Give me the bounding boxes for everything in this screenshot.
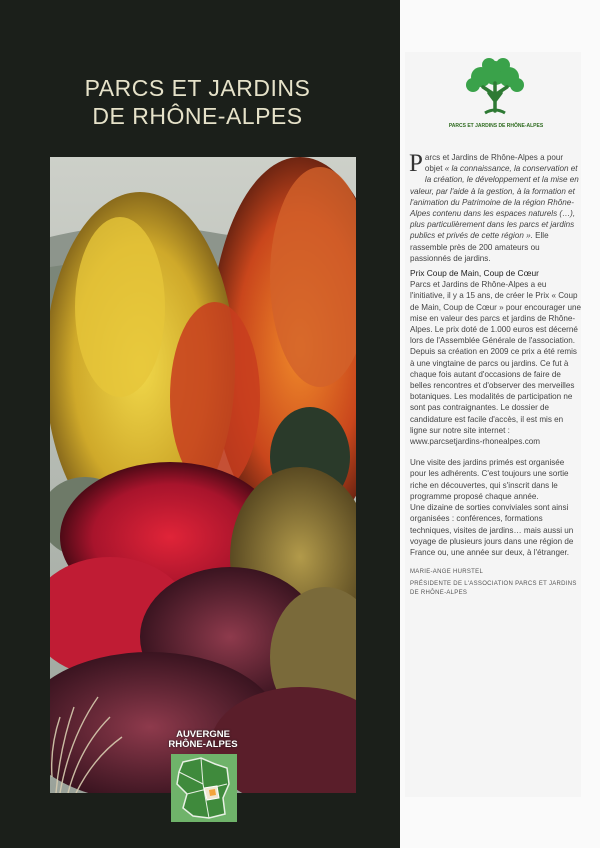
prize-subheading: Prix Coup de Main, Coup de Cœur: [410, 268, 539, 279]
prize-paragraph: Parcs et Jardins de Rhône-Alpes a eu l'initiative, il y a 15 ans, de créer le Prix « Coup de Main, Coup de Cœur » pour encourager une mise en valeur des parcs et jardins de Rhône-Alpes. Le prix doté de 1.000 euros est décerné lors de l'Assemblée Générale de l'association. Depuis sa création en 2009 ce prix a été remis à une vingtaine de parcs ou jardins. Ce fut à chaque fois autant d'occasions de faire de belles rencontres et d'observer des merveilles botaniques. Les modalités de participation ne sont pas contraignantes. Le dossier de candidature est facile d'accès, il est mis en ligne sur notre site internet :: [410, 280, 581, 435]
region-badge: [165, 730, 241, 824]
autumn-garden-photo: [50, 157, 356, 793]
outings-paragraph: Une dizaine de sorties conviviales sont ainsi organisées : conférences, formations techniques, visites de jardins… mais aussi un voyage de plusieurs jours dans une région de France ou, une année sur deux, à l'étranger.: [410, 503, 574, 557]
region-title-line-2: RHÔNE-ALPES: [168, 739, 238, 750]
intro-quote: « la connaissance, la conservation et la création, le développement et la mise en valeur, par l'aide à la gestion, à la formation et l'animation du Patrimoine de la région Rhône-Alpes contenu dans les espaces naturels (…), plus particulièrement dans les parcs et jardins publics et privés de cette région ».: [410, 164, 579, 241]
visits-paragraph: Une visite des jardins primés est organisée pour les adhérents. C'est toujours une sortie riche en découvertes, qui s'inscrit dans le programme proposé chaque année.: [410, 458, 569, 501]
region-title-line-1: AUVERGNE: [176, 729, 230, 740]
intro-paragraph: [410, 152, 582, 264]
intro-end: Elle rassemble près de 200 amateurs ou passionnés de jardins.: [410, 231, 549, 263]
title-line-1: PARCS ET JARDINS: [84, 75, 311, 101]
logo-caption: PARCS ET JARDINS DE RHÔNE-ALPES: [448, 123, 544, 129]
region-title: [165, 730, 241, 750]
website-link[interactable]: www.parcsetjardins-rhonealpes.com: [410, 437, 541, 447]
article-text: [410, 152, 582, 598]
author-name: MARIE-ANGE HURSTEL: [410, 569, 484, 576]
drop-cap: P: [409, 150, 423, 177]
intro-start: arcs et Jardins de Rhône-Alpes a pour objet: [424, 153, 564, 174]
title-line-2: DE RHÔNE-ALPES: [92, 103, 303, 129]
page-title: [40, 74, 355, 130]
france-map-icon: [171, 754, 237, 822]
author-role: PRÉSIDENTE DE L'ASSOCIATION PARCS ET JARDINS DE RHÔNE-ALPES: [410, 581, 577, 597]
